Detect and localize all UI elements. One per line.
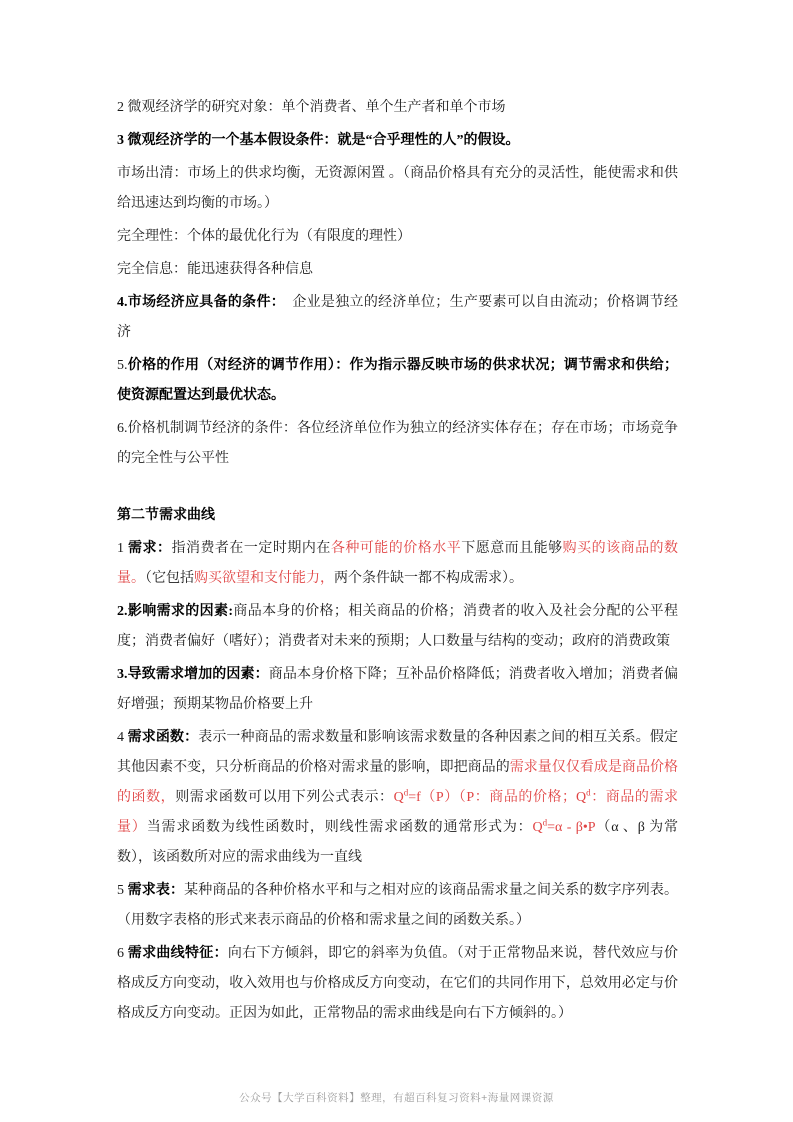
paragraph bbox=[117, 597, 678, 657]
text-run: 需求： bbox=[128, 541, 172, 556]
paragraph bbox=[117, 414, 678, 474]
text-run: =f（P）（P：商品的价格；Q bbox=[408, 790, 587, 805]
text-run: （α 、β 为常数），该函数所对应的需求曲线为一直线 bbox=[117, 820, 679, 865]
text-run: 市场出清：市场上的供求均衡，无资源闲置 。（商品价格具有充分的灵活性，能使需求和供给迅速达到均衡的市场。） bbox=[117, 166, 678, 211]
text-run: Q bbox=[393, 790, 404, 805]
paragraph bbox=[117, 288, 678, 348]
text-run: 企业是独立的经济单位；生产要素可以自由流动；价格调节经济 bbox=[117, 295, 679, 340]
text-run: 下愿意而且能够 bbox=[461, 541, 563, 556]
text-run: ：商品的需求量） bbox=[117, 790, 679, 835]
text-run: 5. bbox=[117, 358, 128, 373]
content bbox=[117, 93, 678, 1032]
text-run: 当需求函数为线性函数时，则线性需求函数的通常形式为： bbox=[146, 820, 533, 835]
page-footer: 公众号【大学百科资料】整理，有超百科复习资料+海量网课资源 bbox=[239, 1092, 554, 1104]
section-heading bbox=[117, 501, 678, 531]
paragraph bbox=[117, 534, 678, 594]
text-run: （它包括 bbox=[145, 571, 194, 586]
text-run: 4 bbox=[117, 730, 128, 745]
text-run: 购买的该商品的数量。 bbox=[117, 541, 679, 586]
text-run: 第二节需求曲线 bbox=[117, 508, 215, 523]
paragraph bbox=[117, 876, 678, 936]
text-run: 需求表： bbox=[127, 883, 185, 898]
text-run: 3.导致需求增加的因素： bbox=[117, 667, 269, 682]
text-run: 6.价格机制调节经济的条件：各位经济单位作为独立的经济实体存在；存在市场；市场竞争的完全性与公平性 bbox=[117, 421, 678, 466]
text-run: 指消费者在一定时期内在 bbox=[171, 541, 331, 556]
text-run: 商品本身价格下降；互补品价格降低；消费者收入增加；消费者偏好增强；预期某物品价格要上升 bbox=[117, 667, 679, 712]
text-run: 1 bbox=[117, 541, 128, 556]
text-run: d bbox=[586, 787, 591, 798]
text-run: 两个条件缺一都不构成需求）。 bbox=[334, 571, 523, 586]
text-run: Q bbox=[532, 820, 543, 835]
text-run: 向右下方倾斜，即它的斜率为负值。（对于正常物品来说，替代效应与价格成反方向变动，收入效用也与价格成反方向变动，在它们的共同作用下，总效用必定与价格成反方向变动。正因为如此，正常物品的需求曲线是向右下方倾斜的。） bbox=[117, 946, 679, 1021]
text-run: 2.影响需求的因素: bbox=[117, 604, 233, 619]
text-run: 商品本身的价格；相关商品的价格；消费者的收入及社会分配的公平程度；消费者偏好（嗜好）；消费者对未来的预期；人口数量与结构的变动；政府的消费政策 bbox=[117, 604, 678, 649]
text-run: 3 微观经济学的一个基本假设条件：就是“合乎理性的人”的假设。 bbox=[117, 133, 520, 148]
text-run: 5 bbox=[117, 883, 128, 898]
text-run: d bbox=[403, 787, 409, 798]
text-run: 需求曲线特征： bbox=[127, 946, 228, 961]
text-run: 6 bbox=[117, 946, 128, 961]
text-run: 需求量仅仅看成是商品价格的函数， bbox=[117, 760, 679, 805]
paragraph bbox=[117, 255, 678, 285]
paragraph bbox=[117, 660, 678, 720]
paragraph bbox=[117, 159, 678, 219]
text-run: 价格的作用（对经济的调节作用）：作为指示器反映市场的供求状况；调节需求和供给；使资源配置达到最优状态。 bbox=[117, 358, 678, 403]
text-run: 完全理性：个体的最优化行为（有限度的理性） bbox=[117, 229, 411, 244]
paragraph bbox=[117, 939, 678, 1029]
text-run: 购买欲望和支付能力， bbox=[194, 571, 334, 586]
paragraph bbox=[117, 723, 678, 873]
text-run: 需求函数： bbox=[127, 730, 199, 745]
text-run: 表示一种商品的需求数量和影响该需求数量的各种因素之间的相互关系。假定其他因素不变，只分析商品的价格对需求量的影响，即把商品的 bbox=[117, 730, 679, 775]
text-run: d bbox=[542, 817, 548, 828]
text-run: =α - β•P bbox=[547, 820, 596, 835]
text-run: 则需求函数可以用下列公式表示： bbox=[175, 790, 394, 805]
paragraph bbox=[117, 222, 678, 252]
text-run: 完全信息：能迅速获得各种信息 bbox=[117, 262, 313, 277]
paragraph bbox=[117, 93, 678, 123]
text-run: 某种商品的各种价格水平和与之相对应的该商品需求量之间关系的数字序列表。（用数字表格的形式来表示商品的价格和需求量之间的函数关系。） bbox=[117, 883, 679, 928]
text-run: 2 微观经济学的研究对象：单个消费者、单个生产者和单个市场 bbox=[117, 100, 506, 115]
text-run: 4.市场经济应具备的条件： bbox=[117, 295, 279, 310]
paragraph bbox=[117, 126, 678, 156]
text-run: 各种可能的价格水平 bbox=[330, 541, 462, 556]
paragraph bbox=[117, 351, 678, 411]
